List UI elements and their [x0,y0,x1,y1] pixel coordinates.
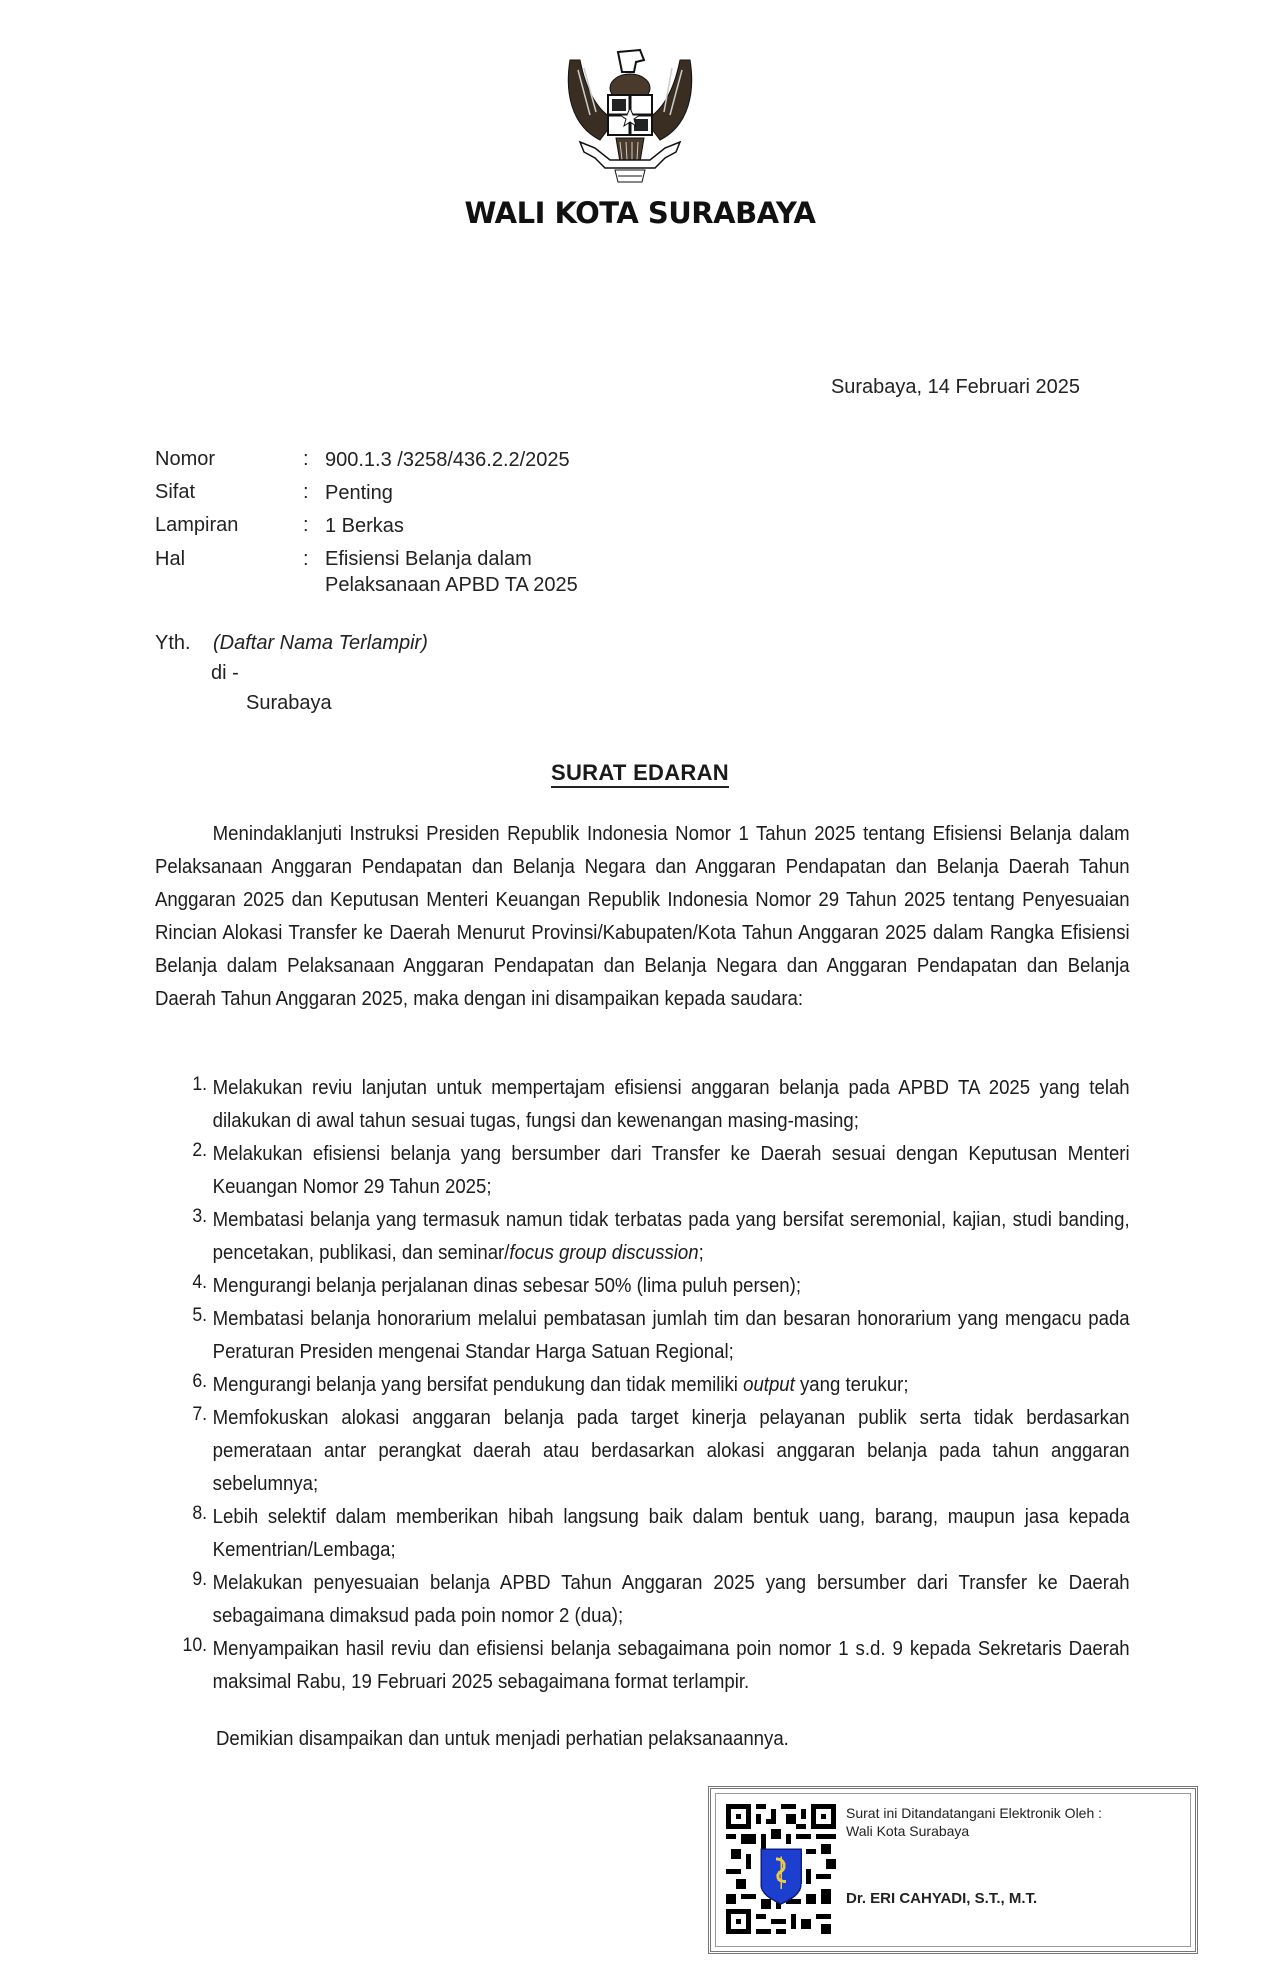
list-text: Melakukan penyesuaian belanja APBD Tahun Anggaran 2025 yang bersumber dari Transfer ke Daerah sebagaimana dimaksud pada poin nomor 2 (dua); [212,1572,1130,1627]
list-number: 5. [192,1305,208,1326]
meta-value-lampiran: 1 Berkas [325,515,404,537]
list-item [155,1072,1130,1138]
list-text [213,1204,1130,1270]
signature-caption [846,1804,1102,1840]
list-number: 4. [192,1272,208,1293]
date-line: Surabaya, 14 Februari 2025 [830,376,1080,398]
list-number: 8. [192,1503,208,1524]
list-number: 9. [192,1569,208,1590]
list-text-part: Mengurangi belanja yang bersifat pendukung dan tidak memiliki [212,1374,744,1396]
recipient-di: di - [211,662,239,684]
signatory-name: Dr. ERI CAHYADI, S.T., M.T. [846,1890,1038,1907]
meta-label: Lampiran [155,514,239,536]
meta-value-hal: Efisiensi Belanja dalam Pelaksanaan APBD TA 2025 [325,548,578,596]
meta-label: Hal [155,548,186,570]
instruction-list [155,1072,1130,1699]
signature-line2: Wali Kota Surabaya [846,1823,970,1839]
meta-label: Sifat [155,481,196,503]
list-text: Melakukan efisiensi belanja yang bersumber dari Transfer ke Daerah sesuai dengan Keputusan Menteri Keuangan Nomor 29 Tahun 2025; [212,1143,1130,1198]
intro-paragraph: Menindaklanjuti Instruksi Presiden Republik Indonesia Nomor 1 Tahun 2025 tentang Efisiensi Belanja dalam Pelaksanaan Anggaran Pendapatan dan Belanja Negara dan Anggaran Pendapatan dan Belanja Daerah Tahun Anggaran 2025 dan Keputusan Menteri Keuangan Republik Indonesia Nomor 29 Tahun 2025 tentang Penyesuaian Rincian Alokasi Transfer ke Daerah Menurut Provinsi/Kabupaten/Kota Tahun Anggaran 2025 dalam Rangka Efisiensi Belanja dalam Pelaksanaan Anggaran Pendapatan dan Belanja Negara dan Anggaran Pendapatan dan Belanja Daerah Tahun Anggaran 2025, maka dengan ini disampaikan kepada saudara: [155,823,1130,1010]
list-text-part: yang terukur; [794,1374,909,1396]
meta-label: Nomor [155,448,216,470]
electronic-signature-box [708,1786,1198,1954]
list-number: 7. [192,1404,208,1425]
list-number: 6. [192,1371,208,1392]
header-title: WALI KOTA SURABAYA [464,196,816,230]
garuda-emblem-icon [560,40,700,190]
list-text-italic: output [743,1374,795,1396]
list-number: 1. [192,1074,208,1095]
letter-metadata [155,443,645,598]
list-text: Memfokuskan alokasi anggaran belanja pada target kinerja pelayanan publik serta tidak berdasarkan pemerataan antar perangkat daerah atau berdasarkan alokasi anggaran belanja pada tahun anggaran sebelumnya; [212,1407,1130,1495]
recipient-block [155,628,428,718]
list-item [155,1633,1130,1699]
recipient-salutation: Yth. [155,632,191,654]
list-item [155,1204,1130,1270]
closing-sentence: Demikian disampaikan dan untuk menjadi perhatian pelaksanaannya. [216,1728,789,1750]
meta-colon: : [303,514,309,536]
list-text: Membatasi belanja honorarium melalui pembatasan jumlah tim dan besaran honorarium yang mengacu pada Peraturan Presiden mengenai Standar Harga Satuan Regional; [212,1308,1130,1363]
body-intro [155,818,1130,1016]
recipient-city: Surabaya [246,692,332,714]
document-title [0,760,1280,786]
list-item [155,1369,1130,1402]
list-text-part: ; [698,1242,704,1264]
list-item [155,1402,1130,1501]
meta-colon: : [303,548,309,570]
meta-colon: : [303,448,309,470]
meta-row-nomor [155,443,645,476]
list-text: Lebih selektif dalam memberikan hibah langsung baik dalam bentuk uang, barang, maupun jasa kepada Kementrian/Lembaga; [212,1506,1130,1561]
list-text: Menyampaikan hasil reviu dan efisiensi belanja sebagaimana poin nomor 1 s.d. 9 kepada Sekretaris Daerah maksimal Rabu, 19 Februari 2025 sebagaimana format terlampir. [212,1638,1130,1693]
list-text-part: Membatasi belanja yang termasuk namun tidak terbatas pada yang bersifat seremonial, kajian, studi banding, pencetakan, publikasi, dan seminar/ [212,1209,1130,1264]
list-text: Melakukan reviu lanjutan untuk mempertajam efisiensi anggaran belanja pada APBD TA 2025 yang telah dilakukan di awal tahun sesuai tugas, fungsi dan kewenangan masing-masing; [212,1077,1130,1132]
list-number: 2. [192,1140,208,1161]
meta-row-sifat [155,476,645,509]
meta-colon: : [303,481,309,503]
list-item [155,1270,1130,1303]
meta-row-hal [155,542,645,598]
signature-inner-frame [715,1793,1191,1947]
signature-line1: Surat ini Ditandatangani Elektronik Oleh : [846,1805,1103,1821]
meta-value-sifat: Penting [325,482,393,504]
list-number: 10. [182,1635,208,1656]
meta-row-lampiran [155,509,645,542]
meta-value-nomor: 900.1.3 /3258/436.2.2/2025 [325,449,570,471]
list-item [155,1567,1130,1633]
list-text: Mengurangi belanja perjalanan dinas sebesar 50% (lima puluh persen); [212,1275,802,1297]
qr-code-icon [726,1804,836,1934]
list-item [155,1501,1130,1567]
list-item [155,1303,1130,1369]
recipient-name: (Daftar Nama Terlampir) [213,632,428,654]
list-number: 3. [192,1206,208,1227]
document-title-text: SURAT EDARAN [551,760,729,788]
list-text [213,1369,1130,1402]
list-text-italic: focus group discussion [509,1242,699,1264]
list-item [155,1138,1130,1204]
